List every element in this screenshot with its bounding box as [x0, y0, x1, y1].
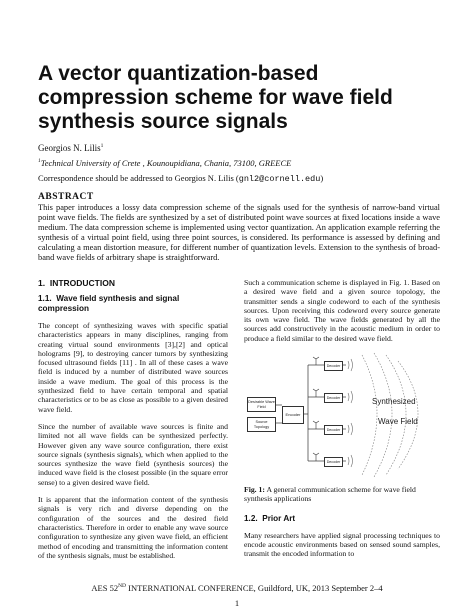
decoder-box-2: Decoder: [324, 393, 343, 403]
paper-title: A vector quantization-based compression scheme for wave field synthesis source signals: [38, 62, 393, 133]
intro-paragraph-1: The concept of synthesizing waves with specific spatial characteristics appears in many disciplines, ranging from creating virtual sound environments [3],[2] and optical holograms [9], to destroying cancer tumors by synthesizing focused ultrasound fields [11] . In all of these cases a wave field is induced by a number of distributed wave sources inside a wave medium. The goal of this process is the synthesized field to have certain temporal and spatial characteristics or to be as close as possible to a given desired wave field.: [38, 321, 228, 414]
affiliation-text: Technical University of Crete , Kounoupidiana, Chania, 73100, GREECE: [40, 158, 292, 168]
figure-1: [244, 351, 440, 479]
figure-1-caption: [244, 485, 440, 504]
section-1-2-heading: [244, 514, 440, 524]
abstract-heading: ABSTRACT: [38, 192, 94, 202]
wave-field-label: Wave Field: [378, 417, 418, 427]
footer-suffix: INTERNATIONAL CONFERENCE, Guildford, UK, 2013 September 2–4: [126, 583, 383, 593]
source-topology-box: Source Topology: [247, 417, 276, 432]
footer-prefix: AES 52: [91, 583, 119, 593]
right-paragraph-1: Such a communication scheme is displayed in Fig. 1. Based on a desired wave field and a given source topology, the transmitter sends a single codeword to each of the synthesis sources. Upon receiving this codeword every source generate its own wave field. The wave fields generated by all the sources add constructively in the acoustic medium in order to produce a field similar to the desired wave field.: [244, 278, 440, 343]
left-column: [38, 278, 228, 568]
correspondence-line: [38, 173, 323, 184]
caption-label: Fig. 1:: [244, 485, 265, 495]
correspondence-prefix: Correspondence should be addressed to Georgios N. Lilis (: [38, 173, 239, 183]
section-1-1-title: Wave field synthesis and signal compression: [38, 294, 180, 313]
section-1-title: INTRODUCTION: [49, 278, 115, 288]
correspondence-email[interactable]: gnl2@cornell.edu: [238, 174, 321, 184]
desired-field-box: Desirable Wave Field: [247, 397, 276, 412]
speaker-wave-icons: [348, 359, 353, 467]
page-number: 1: [234, 598, 240, 608]
encoder-box: Encoder: [282, 406, 304, 424]
prior-art-paragraph: Many researchers have applied signal processing techniques to encode acoustic environments based on sensed sound samples, transmit the encoded information to: [244, 530, 440, 559]
author-line: [38, 143, 103, 153]
wave-field-arcs: [362, 353, 418, 477]
intro-paragraph-3: It is apparent that the information content of the synthesis signals is very rich and diverse depending on the configuration of the sources and the desired field characteristics. Therefore in order to enable any wave source configuration to synthesize any given wave field, an efficient method of encoding and transmitting the information content of the synthesis signals, must be established.: [38, 495, 228, 560]
section-1-number: 1.: [38, 278, 46, 288]
footer-superscript: ND: [118, 583, 127, 590]
affiliation-superscript: 1: [38, 158, 41, 165]
section-1-1-heading: [38, 294, 228, 314]
intro-paragraph-2: Since the number of available wave sources is finite and limited not all wave fields can be synthesized perfectly. However given any wave source configuration, there exist source signals (synthesis signals), which when applied to the sources synthesize the wave field (synthesis sources) the induced wave field is the closest possible (in the square error sense) to a given desired wave field.: [38, 421, 228, 487]
author-superscript: 1: [100, 143, 104, 149]
affiliation-line: [38, 158, 291, 168]
page-footer: [0, 583, 474, 593]
decoder-box-3: Decoder: [324, 425, 343, 435]
correspondence-suffix: ): [320, 173, 324, 183]
section-1-1-number: 1.1.: [38, 294, 52, 303]
antenna-icons: [313, 357, 319, 461]
synthesized-label: Synthesized: [372, 397, 416, 407]
author-name: Georgios N. Lilis: [38, 143, 101, 153]
right-column: [244, 278, 440, 567]
caption-text: A general communication scheme for wave field synthesis applications: [244, 485, 416, 504]
section-1-2-number: 1.2.: [244, 513, 258, 523]
section-1-heading: [38, 278, 228, 288]
decoder-box-4: Decoder: [324, 457, 343, 467]
decoder-box-1: Decoder: [324, 361, 343, 371]
abstract-body: This paper introduces a lossy data compression scheme of the signals used for the synthesis of narrow-band virtual point wave fields. The fields are synthesized by a set of distributed point wave sources at fixed locations inside a wave medium. The data compression scheme is implemented using vector quantization. An application example referring the synthesis of a virtual point field, using three point sources, is considered. Its performance is assessed by defining and calculating a mean distortion measure, for different number of quantization levels. Extension to the synthesis of broad-band wave fields of arbitrary shape is straightforward.: [38, 203, 440, 262]
section-1-2-title: Prior Art: [262, 513, 296, 523]
